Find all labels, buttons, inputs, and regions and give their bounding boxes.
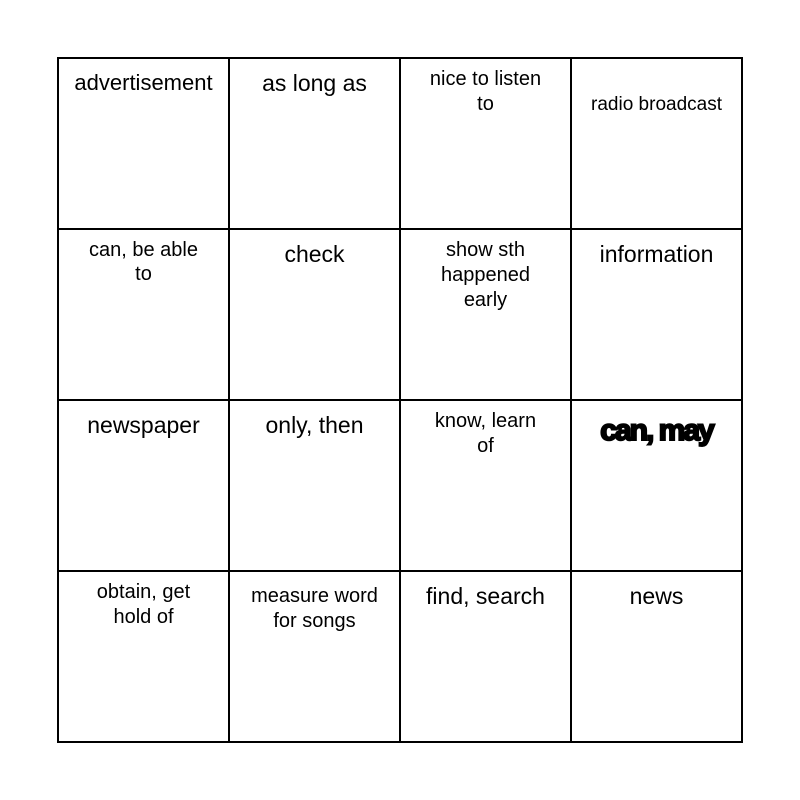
bingo-cell[interactable] <box>572 59 743 230</box>
cell-label: measure word for songs <box>251 585 378 632</box>
cell-label: radio broadcast <box>591 94 722 115</box>
cell-label: show sth happened early <box>441 239 530 311</box>
cell-label: know, learn of <box>434 410 537 457</box>
bingo-cell[interactable] <box>230 230 401 401</box>
bingo-cell[interactable] <box>59 401 230 572</box>
cell-label: only, then <box>265 412 364 438</box>
cell-label: check <box>284 241 345 267</box>
bingo-cell[interactable] <box>401 401 572 572</box>
bingo-cell[interactable] <box>230 401 401 572</box>
bingo-cell[interactable] <box>59 59 230 230</box>
bingo-board <box>57 57 743 743</box>
bingo-cell[interactable] <box>401 572 572 743</box>
bingo-cell[interactable] <box>401 230 572 401</box>
cell-label: news <box>629 583 684 609</box>
cell-label: information <box>599 241 714 267</box>
cell-label: can, be able to <box>89 239 198 285</box>
bingo-cell[interactable] <box>59 572 230 743</box>
bingo-cell[interactable] <box>572 230 743 401</box>
cell-label: advertisement <box>74 70 213 95</box>
bingo-cell[interactable] <box>572 572 743 743</box>
cell-label: can, may <box>600 414 713 447</box>
bingo-cell[interactable] <box>59 230 230 401</box>
cell-label: as long as <box>262 70 367 96</box>
bingo-cell[interactable] <box>401 59 572 230</box>
cell-label: obtain, get hold of <box>96 581 191 628</box>
bingo-cell[interactable] <box>572 401 743 572</box>
cell-label: find, search <box>426 583 545 609</box>
bingo-cell[interactable] <box>230 572 401 743</box>
cell-label: newspaper <box>87 412 200 438</box>
bingo-cell[interactable] <box>230 59 401 230</box>
cell-label: nice to listen to <box>429 68 542 115</box>
